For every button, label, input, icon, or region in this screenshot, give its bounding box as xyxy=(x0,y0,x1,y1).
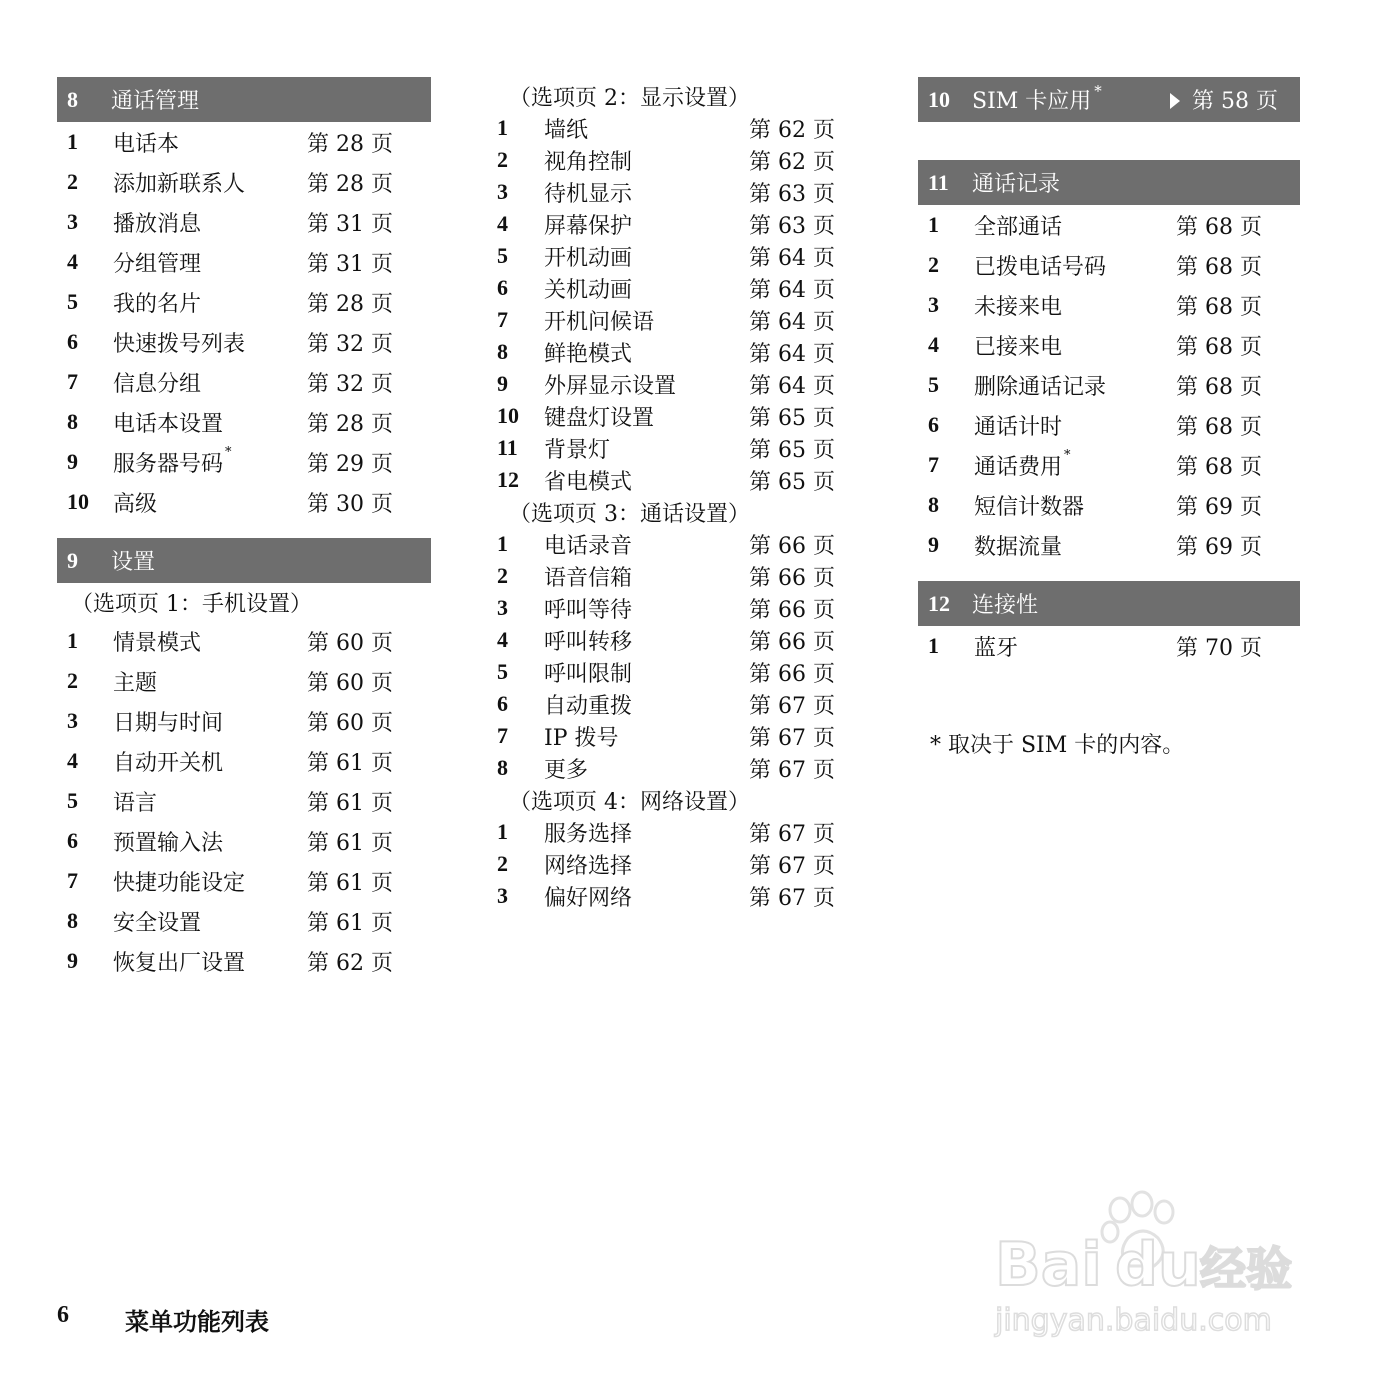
item-number: 7 xyxy=(67,369,78,394)
item-label: 短信计数器 xyxy=(974,494,1085,520)
item-page-ref: 第 67 页 xyxy=(749,821,835,847)
item-number: 4 xyxy=(497,627,508,652)
item-number: 9 xyxy=(67,449,78,474)
item-number: 3 xyxy=(497,595,508,620)
item-page-ref: 第 61 页 xyxy=(307,830,393,856)
item-number: 5 xyxy=(67,788,78,813)
item-number: 5 xyxy=(928,372,939,397)
item-number: 4 xyxy=(497,211,508,236)
section-title: 设置 xyxy=(111,550,156,575)
item-label: 屏幕保护 xyxy=(544,213,633,239)
item-number: 10 xyxy=(497,403,519,428)
item-page-ref: 第 65 页 xyxy=(749,437,835,463)
item-label: 播放消息 xyxy=(113,211,202,237)
item-page-ref: 第 30 页 xyxy=(307,491,393,517)
item-label: 日期与时间 xyxy=(113,710,224,736)
menu-item xyxy=(918,245,1300,285)
item-label: 电话本设置 xyxy=(113,411,224,437)
item-number: 6 xyxy=(928,412,939,437)
item-label: IP 拨号 xyxy=(544,725,619,751)
item-page-ref: 第 32 页 xyxy=(307,371,393,397)
item-label: 快捷功能设定 xyxy=(113,870,246,896)
item-page-ref: 第 67 页 xyxy=(749,725,835,751)
item-page-ref: 第 62 页 xyxy=(749,117,835,143)
menu-item xyxy=(497,240,842,272)
menu-list-9 xyxy=(57,621,431,981)
item-page-ref: 第 64 页 xyxy=(749,341,835,367)
section-title: 通话记录 xyxy=(972,172,1061,197)
item-page-ref: 第 69 页 xyxy=(1176,494,1262,520)
item-label: 省电模式 xyxy=(544,469,633,495)
menu-item xyxy=(918,285,1300,325)
menu-item xyxy=(57,402,431,442)
item-label: 呼叫转移 xyxy=(544,629,633,655)
item-label: 分组管理 xyxy=(113,251,202,277)
section-page: 第 58 页 xyxy=(1170,84,1300,115)
column-2 xyxy=(497,80,842,912)
item-number: 7 xyxy=(497,723,508,748)
item-label: 电话本 xyxy=(113,131,180,157)
item-page-ref: 第 29 页 xyxy=(307,451,393,477)
item-label: 偏好网络 xyxy=(544,885,633,911)
item-number: 4 xyxy=(67,748,78,773)
item-number: 6 xyxy=(67,329,78,354)
item-page-ref: 第 68 页 xyxy=(1176,414,1262,440)
page-footer xyxy=(57,1302,269,1337)
item-page-ref: 第 68 页 xyxy=(1176,334,1262,360)
item-page-ref: 第 66 页 xyxy=(749,629,835,655)
item-number: 9 xyxy=(928,532,939,557)
item-number: 6 xyxy=(497,691,508,716)
section-title: 连接性 xyxy=(972,593,1039,618)
menu-item xyxy=(497,144,842,176)
menu-item xyxy=(497,112,842,144)
item-number: 10 xyxy=(67,489,89,514)
item-number: 2 xyxy=(497,147,508,172)
item-number: 8 xyxy=(67,409,78,434)
item-page-ref: 第 66 页 xyxy=(749,597,835,623)
page-number: 6 xyxy=(57,1302,69,1328)
item-page-ref: 第 60 页 xyxy=(307,710,393,736)
menu-list-11 xyxy=(918,205,1300,565)
item-label: 已接来电 xyxy=(974,334,1063,360)
item-number: 2 xyxy=(67,668,78,693)
item-label: 情景模式 xyxy=(113,630,202,656)
menu-item xyxy=(57,202,431,242)
item-label: 删除通话记录 xyxy=(974,374,1107,400)
item-page-ref: 第 60 页 xyxy=(307,630,393,656)
item-label: 预置输入法 xyxy=(113,830,224,856)
menu-list-tab4 xyxy=(497,816,842,912)
menu-item xyxy=(57,621,431,661)
item-page-ref: 第 28 页 xyxy=(307,291,393,317)
item-label: 键盘灯设置 xyxy=(544,405,655,431)
item-label: 更多 xyxy=(544,757,589,783)
item-label: 呼叫等待 xyxy=(544,597,633,623)
tab-subheading-2: （选项页 2：显示设置） xyxy=(509,85,750,111)
item-label: 服务选择 xyxy=(544,821,633,847)
triangle-right-icon xyxy=(1170,93,1180,109)
item-label: 关机动画 xyxy=(544,277,633,303)
item-page-ref: 第 31 页 xyxy=(307,251,393,277)
menu-item xyxy=(57,701,431,741)
item-label: 添加新联系人 xyxy=(113,171,246,197)
baidu-jingyan-watermark-logo xyxy=(990,1190,1310,1340)
menu-list-12 xyxy=(918,626,1300,666)
tab-subheading-4: （选项页 4：网络设置） xyxy=(509,789,750,815)
footnote-mark: * xyxy=(1064,448,1071,464)
menu-item xyxy=(497,208,842,240)
item-number: 5 xyxy=(497,659,508,684)
item-number: 3 xyxy=(928,292,939,317)
item-page-ref: 第 68 页 xyxy=(1176,254,1262,280)
item-page-ref: 第 31 页 xyxy=(307,211,393,237)
menu-item xyxy=(57,901,431,941)
footer-title: 菜单功能列表 xyxy=(125,1307,269,1336)
item-number: 11 xyxy=(497,435,518,460)
section-title: SIM 卡应用 * xyxy=(972,81,1102,114)
menu-item xyxy=(57,821,431,861)
menu-item xyxy=(918,405,1300,445)
item-page-ref: 第 60 页 xyxy=(307,670,393,696)
item-page-ref: 第 61 页 xyxy=(307,910,393,936)
menu-item xyxy=(497,528,842,560)
item-label: 安全设置 xyxy=(113,910,202,936)
menu-item xyxy=(918,365,1300,405)
item-number: 4 xyxy=(928,332,939,357)
item-number: 4 xyxy=(67,249,78,274)
menu-item xyxy=(497,272,842,304)
item-page-ref: 第 67 页 xyxy=(749,693,835,719)
item-number: 3 xyxy=(67,708,78,733)
item-number: 8 xyxy=(497,339,508,364)
item-page-ref: 第 28 页 xyxy=(307,131,393,157)
item-label: 外屏显示设置 xyxy=(544,373,677,399)
item-page-ref: 第 66 页 xyxy=(749,661,835,687)
menu-item xyxy=(57,162,431,202)
item-label: 电话录音 xyxy=(544,533,633,559)
menu-item xyxy=(497,656,842,688)
item-number: 7 xyxy=(497,307,508,332)
item-number: 2 xyxy=(497,563,508,588)
menu-item xyxy=(57,242,431,282)
item-label: 视角控制 xyxy=(544,149,633,175)
item-label: 数据流量 xyxy=(974,534,1063,560)
item-label: 待机显示 xyxy=(544,181,633,207)
menu-item xyxy=(918,525,1300,565)
item-label: 呼叫限制 xyxy=(544,661,633,687)
menu-item xyxy=(57,482,431,522)
item-label: 开机动画 xyxy=(544,245,633,271)
item-label: 自动开关机 xyxy=(113,750,224,776)
item-number: 8 xyxy=(928,492,939,517)
item-label: 通话计时 xyxy=(974,414,1063,440)
menu-item xyxy=(497,880,842,912)
item-label: 鲜艳模式 xyxy=(544,341,633,367)
menu-item xyxy=(57,442,431,482)
item-page-ref: 第 61 页 xyxy=(307,870,393,896)
item-page-ref: 第 63 页 xyxy=(749,181,835,207)
menu-item xyxy=(57,741,431,781)
item-number: 8 xyxy=(497,755,508,780)
menu-item xyxy=(57,362,431,402)
item-label: 已拨电话号码 xyxy=(974,254,1107,280)
item-number: 5 xyxy=(497,243,508,268)
item-number: 2 xyxy=(67,169,78,194)
item-page-ref: 第 67 页 xyxy=(749,757,835,783)
menu-item xyxy=(497,560,842,592)
item-number: 12 xyxy=(497,467,519,492)
item-page-ref: 第 61 页 xyxy=(307,790,393,816)
menu-item xyxy=(57,781,431,821)
item-number: 1 xyxy=(497,115,508,140)
item-page-ref: 第 61 页 xyxy=(307,750,393,776)
footnote-mark: * xyxy=(1094,81,1102,100)
menu-list-tab3 xyxy=(497,528,842,784)
menu-item xyxy=(497,816,842,848)
menu-item xyxy=(918,325,1300,365)
item-label: 通话费用 * xyxy=(974,448,1071,480)
item-number: 1 xyxy=(67,129,78,154)
menu-item xyxy=(497,432,842,464)
item-label: 墙纸 xyxy=(544,117,589,143)
item-number: 8 xyxy=(67,908,78,933)
menu-item xyxy=(497,368,842,400)
section-number: 10 xyxy=(928,86,950,112)
item-page-ref: 第 64 页 xyxy=(749,373,835,399)
menu-item xyxy=(918,626,1300,666)
menu-item xyxy=(918,205,1300,245)
menu-item xyxy=(497,464,842,496)
item-number: 5 xyxy=(67,289,78,314)
item-number: 1 xyxy=(928,633,939,658)
menu-item xyxy=(497,176,842,208)
item-number: 3 xyxy=(67,209,78,234)
item-page-ref: 第 32 页 xyxy=(307,331,393,357)
item-label: 主题 xyxy=(113,670,158,696)
item-number: 3 xyxy=(497,179,508,204)
menu-item xyxy=(497,592,842,624)
svg-text:jingyan.baidu.com: jingyan.baidu.com xyxy=(995,1303,1272,1338)
menu-item xyxy=(497,336,842,368)
item-label: 蓝牙 xyxy=(974,635,1019,661)
item-page-ref: 第 67 页 xyxy=(749,885,835,911)
menu-item xyxy=(57,282,431,322)
item-page-ref: 第 67 页 xyxy=(749,853,835,879)
item-label: 信息分组 xyxy=(113,371,202,397)
item-number: 1 xyxy=(67,628,78,653)
item-page-ref: 第 65 页 xyxy=(749,469,835,495)
menu-item xyxy=(918,485,1300,525)
item-number: 1 xyxy=(497,531,508,556)
section-number: 12 xyxy=(928,590,950,616)
item-number: 6 xyxy=(497,275,508,300)
item-page-ref: 第 64 页 xyxy=(749,245,835,271)
item-label: 未接来电 xyxy=(974,294,1063,320)
item-page-ref: 第 63 页 xyxy=(749,213,835,239)
item-label: 高级 xyxy=(113,491,158,517)
section-header-11 xyxy=(918,160,1300,205)
tab-subheading-1: （选项页 1：手机设置） xyxy=(71,591,312,617)
item-page-ref: 第 64 页 xyxy=(749,277,835,303)
item-page-ref: 第 68 页 xyxy=(1176,294,1262,320)
item-page-ref: 第 68 页 xyxy=(1176,214,1262,240)
section-number: 9 xyxy=(67,547,78,573)
item-label: 语言 xyxy=(113,790,158,816)
item-page-ref: 第 28 页 xyxy=(307,411,393,437)
item-label: 网络选择 xyxy=(544,853,633,879)
column-1 xyxy=(57,77,431,981)
item-label: 我的名片 xyxy=(113,291,202,317)
menu-list-8 xyxy=(57,122,431,522)
column-3 xyxy=(918,77,1300,666)
section-header-9 xyxy=(57,538,431,583)
item-number: 6 xyxy=(67,828,78,853)
item-page-ref: 第 69 页 xyxy=(1176,534,1262,560)
menu-item xyxy=(497,688,842,720)
item-page-ref: 第 68 页 xyxy=(1176,374,1262,400)
item-label: 恢复出厂设置 xyxy=(113,950,246,976)
item-number: 7 xyxy=(928,452,939,477)
item-number: 1 xyxy=(928,212,939,237)
menu-item xyxy=(497,304,842,336)
item-number: 2 xyxy=(928,252,939,277)
menu-item xyxy=(497,624,842,656)
svg-text:Bai: Bai xyxy=(995,1230,1102,1300)
menu-item xyxy=(918,445,1300,485)
item-page-ref: 第 66 页 xyxy=(749,533,835,559)
item-label: 全部通话 xyxy=(974,214,1063,240)
svg-text:经验: 经验 xyxy=(1200,1242,1292,1296)
item-number: 9 xyxy=(497,371,508,396)
item-number: 3 xyxy=(497,883,508,908)
menu-item xyxy=(57,941,431,981)
item-page-ref: 第 64 页 xyxy=(749,309,835,335)
menu-item xyxy=(57,122,431,162)
item-label: 开机问候语 xyxy=(544,309,655,335)
menu-item xyxy=(497,848,842,880)
item-page-ref: 第 62 页 xyxy=(307,950,393,976)
item-page-ref: 第 28 页 xyxy=(307,171,393,197)
item-label: 快速拨号列表 xyxy=(113,331,246,357)
item-page-ref: 第 65 页 xyxy=(749,405,835,431)
item-label: 背景灯 xyxy=(544,437,611,463)
item-number: 9 xyxy=(67,948,78,973)
item-label: 自动重拨 xyxy=(544,693,633,719)
section-number: 8 xyxy=(67,86,78,112)
menu-item xyxy=(497,720,842,752)
menu-item xyxy=(57,661,431,701)
section-header-8 xyxy=(57,77,431,122)
section-number: 11 xyxy=(928,169,949,195)
item-page-ref: 第 66 页 xyxy=(749,565,835,591)
item-number: 7 xyxy=(67,868,78,893)
section-header-10 xyxy=(918,77,1300,122)
menu-item xyxy=(57,322,431,362)
item-label: 服务器号码 * xyxy=(113,445,232,477)
item-number: 2 xyxy=(497,851,508,876)
menu-item xyxy=(497,400,842,432)
section-title: 通话管理 xyxy=(111,89,200,114)
menu-item xyxy=(57,861,431,901)
footnote: * 取决于 SIM 卡的内容。 xyxy=(930,733,1185,758)
footnote-mark: * xyxy=(225,445,232,461)
item-page-ref: 第 70 页 xyxy=(1176,635,1262,661)
item-page-ref: 第 68 页 xyxy=(1176,454,1262,480)
menu-item xyxy=(497,752,842,784)
section-header-12 xyxy=(918,581,1300,626)
tab-subheading-3: （选项页 3：通话设置） xyxy=(509,501,750,527)
svg-text:du: du xyxy=(1115,1230,1201,1300)
item-page-ref: 第 62 页 xyxy=(749,149,835,175)
menu-list-tab2 xyxy=(497,112,842,496)
item-number: 1 xyxy=(497,819,508,844)
item-label: 语音信箱 xyxy=(544,565,633,591)
